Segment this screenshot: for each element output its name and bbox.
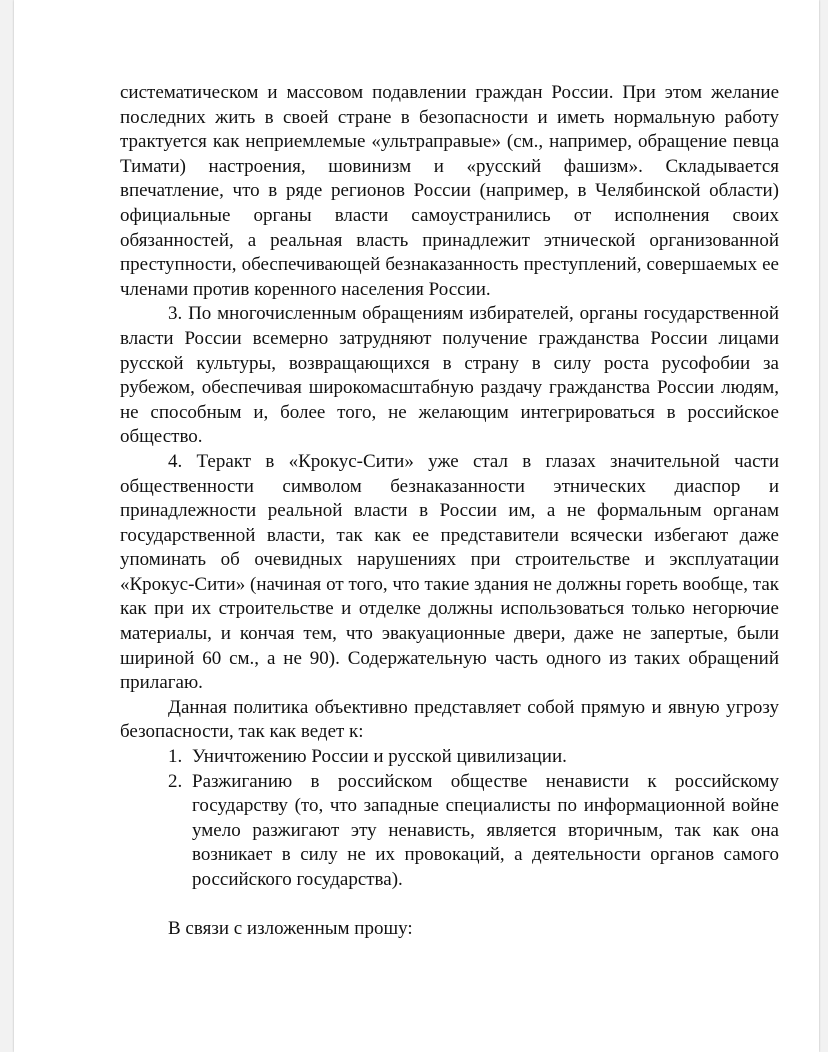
list-item-number: 2.: [168, 770, 183, 792]
list-item: [120, 770, 779, 893]
paragraph-continuation: систематическом и массовом подавлении граждан России. При этом желание последних жить в своей стране в безопасности и иметь нормальную работу трактуется как неприемлемые «ультраправые» (см., например, обращение певца Тимати) настроения, шовинизм и «русский фашизм». Складывается впечатление, что в ряде регионов России (например, в Челябинской области) официальные органы власти самоустранились от исполнения своих обязанностей, а реальная власть принадлежит этнической организованной преступности, обеспечивающей безнаказанность преступлений, совершаемых ее членами против коренного населения России.: [120, 82, 779, 300]
paragraph-policy: Данная политика объективно представляет собой прямую и явную угрозу безопасности, так как ведет к:: [120, 696, 779, 743]
paragraph-point-4: 4. Теракт в «Крокус-Сити» уже стал в глазах значительной части общественности символом безнаказанности этнических диаспор и принадлежности реальной власти в России им, а не формальным органам государственной власти, так как ее представители всячески избегают даже упоминать об очевидных нарушениях при строительстве и эксплуатации «Крокус-Сити» (начиная от того, что такие здания не должны гореть вообще, так как при их строительстве и отделке должны использоваться только негорючие материалы, и кончая тем, что эвакуационные двери, даже не запертые, были шириной 60 см., а не 90). Содержательную часть одного из таких обращений прилагаю.: [120, 450, 779, 694]
list-item-text: Разжиганию в российском обществе ненависти к российскому государству (то, что западные специалисты по информационной войне умело разжигают эту ненависть, является вторичным, так как она возникает в силу не их провокаций, а деятельности органов самого российского государства).: [192, 770, 779, 890]
consequences-list: [120, 745, 779, 893]
paragraph-point-3: 3. По многочисленным обращениям избирателей, органы государственной власти России всемерно затрудняют получение гражданства России лицами русской культуры, возвращающихся в страну в силу роста русофобии за рубежом, обеспечивая широкомасштабную раздачу гражданства России людям, не способным и, более того, не желающим интегрироваться в российское общество.: [120, 303, 779, 448]
list-item: [120, 745, 779, 770]
paragraph-closing: В связи с изложенным прошу:: [168, 918, 413, 940]
document-body: [120, 81, 779, 942]
list-item-number: 1.: [168, 746, 183, 768]
list-item-text: Уничтожению России и русской цивилизации.: [192, 746, 567, 768]
document-page: [14, 0, 819, 1052]
